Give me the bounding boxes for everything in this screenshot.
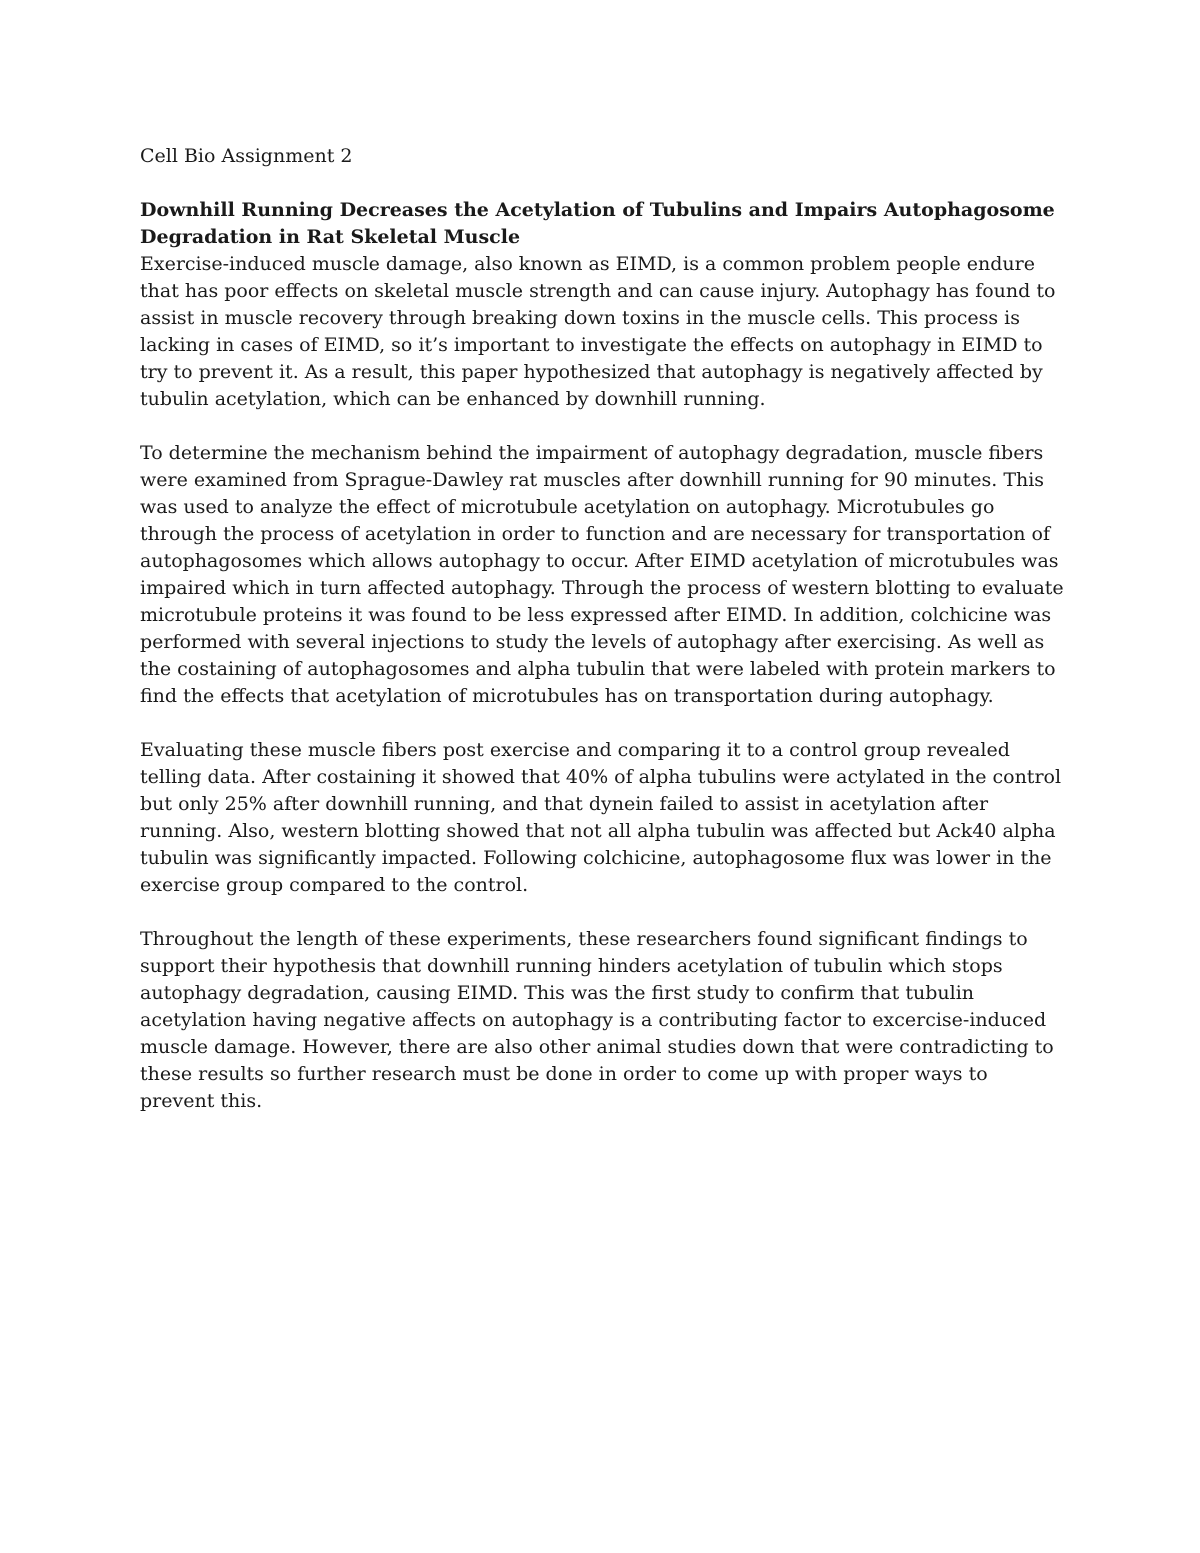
assignment-label: Cell Bio Assignment 2: [140, 145, 353, 167]
summary-paragraph-results: Evaluating these muscle fibers post exercise and comparing it to a control group revealed telling data. After costaining it showed that 40% of alpha tubulins were actylated in the control but only 25% after downhill running, and that dynein failed to assist in acetylation after running. Also, western blotting showed that not all alpha tubulin was affected but Ack40 alpha tubulin was significantly impacted. Following colchicine, autophagosome flux was lower in the exercise group compared to the control.: [140, 739, 1062, 896]
summary-paragraph-intro: Exercise-induced muscle damage, also known as EIMD, is a common problem people endure that has poor effects on skeletal muscle strength and can cause injury. Autophagy has found to assist in muscle recovery through breaking down toxins in the muscle cells. This process is lacking in cases of EIMD, so it’s important to investigate the effects on autophagy in EIMD to try to prevent it. As a result, this paper hypothesized that autophagy is negatively affected by tubulin acetylation, which can be enhanced by downhill running.: [140, 253, 1056, 410]
document-body: [140, 143, 1065, 1142]
summary-paragraph-conclusion: Throughout the length of these experiments, these researchers found significant findings to support their hypothesis that downhill running hinders acetylation of tubulin which stops autophagy degradation, causing EIMD. This was the first study to confirm that tubulin acetylation having negative affects on autophagy is a contributing factor to excercise-induced muscle damage. However, there are also other animal studies down that were contradicting to these results so further research must be done in order to come up with proper ways to prevent this.: [140, 928, 1054, 1112]
summary-paragraph-methods: To determine the mechanism behind the impairment of autophagy degradation, muscle fibers were examined from Sprague-Dawley rat muscles after downhill running for 90 minutes. This was used to analyze the effect of microtubule acetylation on autophagy. Microtubules go through the process of acetylation in order to function and are necessary for transportation of autophagosomes which allows autophagy to occur. After EIMD acetylation of microtubules was impaired which in turn affected autophagy. Through the process of western blotting to evaluate microtubule proteins it was found to be less expressed after EIMD. In addition, colchicine was performed with several injections to study the levels of autophagy after exercising. As well as the costaining of autophagosomes and alpha tubulin that were labeled with protein markers to find the effects that acetylation of microtubules has on transportation during autophagy.: [140, 442, 1064, 707]
article-title: Downhill Running Decreases the Acetylation of Tubulins and Impairs Autophagosome Degradation in Rat Skeletal Muscle: [140, 199, 1055, 248]
